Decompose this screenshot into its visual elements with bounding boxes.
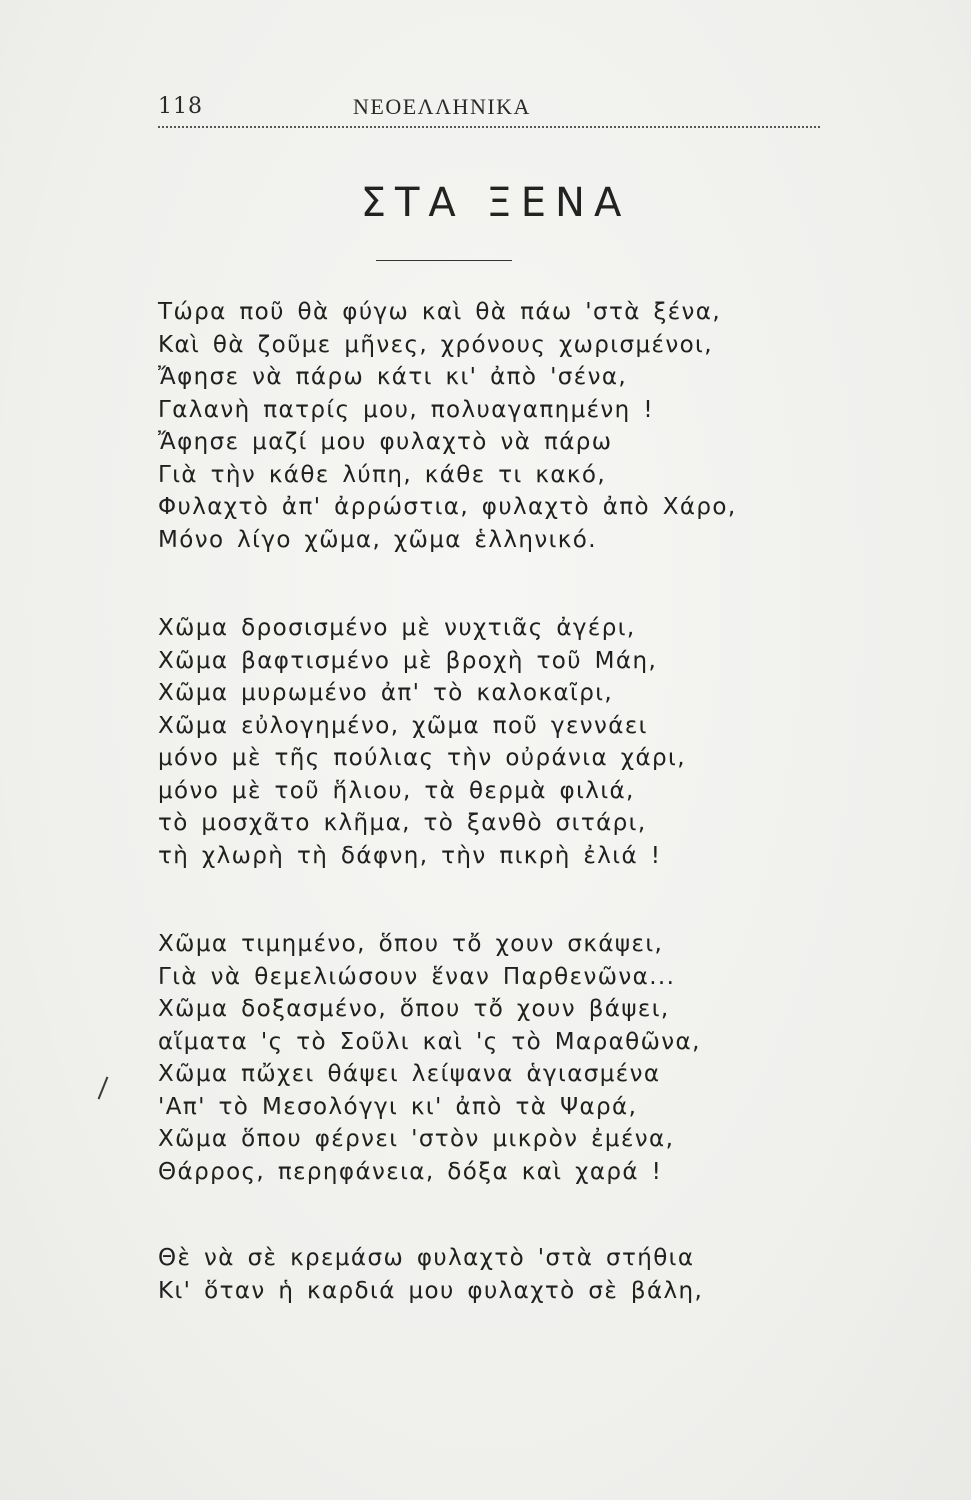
page-header (158, 88, 818, 128)
poem-line: Χῶμα δοξασμένο, ὅπου τὄ χουν βάψει, (158, 996, 670, 1022)
poem-line: 'Απ' τὸ Μεσολόγγι κι' ἀπὸ τὰ Ψαρά, (158, 1093, 638, 1120)
title-underline-rule (376, 260, 512, 261)
poem-line: Χῶμα εὐλογημένο, χῶμα ποῦ γεννάει (158, 712, 648, 739)
poem-line: τὸ μοσχᾶτο κλῆμα, τὸ ξανθὸ σιτάρι, (158, 810, 647, 836)
poem-line: Τώρα ποῦ θὰ φύγω καὶ θὰ πάω 'στὰ ξένα, (158, 299, 722, 325)
poem-line: Ἄφησε μαζί μου φυλαχτὸ νὰ πάρω (158, 429, 613, 455)
stanza-1 (158, 296, 838, 556)
poem-line: Χῶμα πὤχει θάψει λείψανα ἁγιασμένα (158, 1061, 661, 1087)
header-dotted-rule (158, 126, 820, 128)
poem-line: αἵματα 'ς τὸ Σοῦλι καὶ 'ς τὸ Μαραθῶνα, (158, 1028, 701, 1055)
poem-line: μόνο μὲ τῆς πούλιας τὴν οὐράνια χάρι, (158, 745, 686, 771)
poem-line: Γαλανὴ πατρίς μου, πολυαγαπημένη ! (158, 396, 654, 423)
stanza-3 (158, 928, 838, 1188)
poem-line: Ἄφησε νὰ πάρω κάτι κι' ἀπὸ 'σένα, (158, 364, 628, 390)
stanza-4 (158, 1242, 838, 1307)
page-number: 118 (158, 94, 203, 119)
poem-line: τὴ χλωρὴ τὴ δάφνη, τὴν πικρὴ ἐλιά ! (158, 842, 662, 869)
poem-line: Καὶ θὰ ζοῦμε μῆνες, χρόνους χωρισμένοι, (158, 331, 713, 358)
poem-line: μόνο μὲ τοῦ ἥλιου, τὰ θερμὰ φιλιά, (158, 777, 635, 804)
poem-line: Χῶμα βαφτισμένο μὲ βροχὴ τοῦ Μάη, (158, 647, 658, 674)
poem-line: Χῶμα δροσισμένο μὲ νυχτιᾶς ἀγέρι, (158, 615, 636, 641)
poem-line: Χῶμα ὅπου φέρνει 'στὸν μικρὸν ἐμένα, (158, 1126, 675, 1152)
poem-line: Γιὰ τὴν κάθε λύπη, κάθε τι κακό, (158, 461, 607, 488)
poem-line: Χῶμα μυρωμένο ἀπ' τὸ καλοκαῖρι, (158, 680, 614, 706)
poem-line: Μόνο λίγο χῶμα, χῶμα ἑλληνικό. (158, 526, 597, 553)
poem-line: Χῶμα τιμημένο, ὅπου τὄ χουν σκάψει, (158, 931, 664, 957)
running-head: ΝΕΟΕΛΛΗΝΙΚΑ (353, 94, 531, 119)
poem-line: Κι' ὅταν ἡ καρδιά μου φυλαχτὸ σὲ βάλη, (158, 1277, 704, 1304)
poem-line: Φυλαχτὸ ἀπ' ἀρρώστια, φυλαχτὸ ἀπὸ Χάρο, (158, 494, 737, 520)
stanza-2 (158, 612, 838, 872)
poem-line: Θάρρος, περηφάνεια, δόξα καὶ χαρά ! (158, 1158, 663, 1185)
poem-title: ΣΤΑ ΞΕΝΑ (360, 180, 631, 226)
poem-line: Γιὰ νὰ θεμελιώσουν ἕναν Παρθενῶνα... (158, 963, 676, 990)
poem-line: Θὲ νὰ σὲ κρεμάσω φυλαχτὸ 'στὰ στήθια (158, 1245, 695, 1271)
pencil-margin-mark (98, 1076, 109, 1099)
